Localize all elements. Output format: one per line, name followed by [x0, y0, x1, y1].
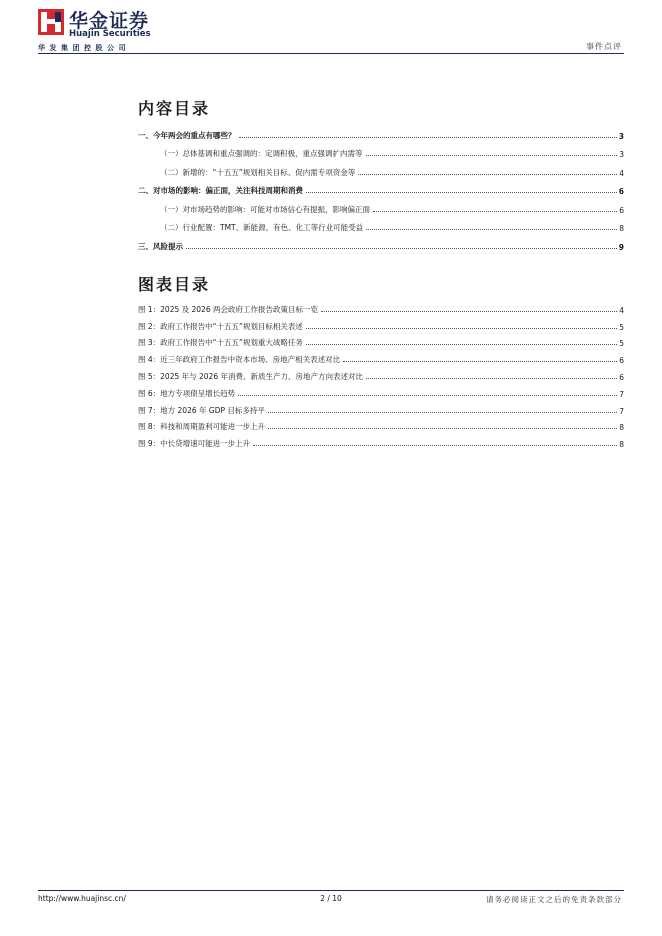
toc-entry-page: 8 [619, 224, 624, 233]
document-type: 事件点评 [586, 42, 622, 51]
figure-entry[interactable] [138, 432, 624, 449]
figure-entry-page: 6 [619, 356, 624, 366]
toc-entry-page: 3 [619, 150, 624, 159]
group-name: 华发集团控股公司 [38, 44, 130, 52]
figure-entry[interactable] [138, 365, 624, 382]
leader-dots [321, 311, 617, 312]
toc-entry[interactable] [138, 141, 624, 160]
leader-dots [366, 378, 617, 379]
figure-entry[interactable] [138, 332, 624, 349]
logo-english-name: Huajin Securities [69, 29, 151, 39]
figure-entry-text: 图 7：地方 2026 年 GDP 目标多持平 [138, 405, 265, 415]
figure-entry[interactable] [138, 382, 624, 399]
figure-entry-page: 6 [619, 372, 624, 382]
toc-entry-text: 一、今年两会的重点有哪些？ [138, 130, 236, 140]
figure-entry-page: 7 [619, 389, 624, 399]
toc-entry-text: （二）新增的：“十五五”规划相关目标、促内需专项资金等 [160, 167, 356, 177]
toc-entry-page: 3 [618, 131, 624, 141]
toc-list [138, 122, 624, 252]
figure-entry-text: 图 1：2025 及 2026 两会政府工作报告政策目标一览 [138, 304, 318, 314]
toc-entry-text: （一）对市场趋势的影响：可能对市场信心有提振，影响偏正面 [160, 204, 370, 214]
logo-chinese-name: 华金证券 [69, 10, 150, 32]
footer-divider [38, 890, 624, 891]
toc-entry-text: 三、风险提示 [138, 241, 183, 251]
leader-dots [268, 428, 617, 429]
leader-dots [239, 137, 617, 138]
toc-entry-page: 4 [619, 168, 624, 178]
figure-entry[interactable] [138, 399, 624, 416]
leader-dots [366, 155, 618, 156]
figure-entry-text: 图 9：中长贷增速可能进一步上升 [138, 439, 251, 449]
leader-dots [373, 211, 617, 212]
leader-dots [306, 192, 617, 193]
figure-entry[interactable] [138, 416, 624, 433]
figure-entry-text: 图 4：近三年政府工作报告中资本市场、房地产相关表述对比 [138, 355, 341, 365]
figure-entry-page: 8 [619, 423, 624, 433]
page-number: 2 / 10 [320, 894, 342, 903]
figure-entry-page: 5 [619, 322, 624, 332]
toc-entry[interactable] [138, 196, 624, 215]
footer-url-link[interactable]: http://www.huajinsc.cn/ [38, 894, 126, 903]
toc-entry[interactable] [138, 178, 624, 197]
toc-entry[interactable] [138, 159, 624, 178]
leader-dots [358, 174, 617, 175]
leader-dots [306, 344, 617, 345]
huajin-logo-icon [38, 9, 64, 35]
figure-entry-text: 图 3：政府工作报告中“十五五”规划重大战略任务 [138, 338, 303, 348]
page-header [0, 0, 662, 56]
leader-dots [253, 445, 617, 446]
toc-entry-text: （二）行业配置：TMT、新能源、有色、化工等行业可能受益 [160, 223, 364, 232]
leader-dots [238, 395, 617, 396]
toc-entry[interactable] [138, 233, 624, 252]
figures-title: 图表目录 [138, 275, 211, 294]
figure-entry-text: 图 5：2025 年与 2026 年消费、新质生产力、房地产方向表述对比 [138, 371, 363, 381]
leader-dots [343, 361, 617, 362]
figures-list [138, 298, 624, 449]
toc-entry-page: 9 [618, 242, 624, 252]
toc-entry-page: 6 [618, 187, 624, 196]
leader-dots [268, 412, 617, 413]
figure-entry-page: 5 [619, 339, 624, 349]
figure-entry-text: 图 2：政府工作报告中“十五五”规划目标相关表述 [138, 321, 303, 331]
leader-dots [366, 229, 617, 230]
header-divider [38, 53, 624, 54]
toc-entry[interactable] [138, 122, 624, 141]
figure-entry[interactable] [138, 298, 624, 315]
leader-dots [306, 328, 617, 329]
figure-entry-text: 图 6：地方专项债呈增长趋势 [138, 388, 236, 398]
footer-disclaimer: 请务必阅读正文之后的免责条款部分 [486, 895, 622, 904]
toc-entry-text: （一）总体基调和重点强调的：定调积极，重点强调扩内需等 [160, 149, 363, 158]
toc-entry-page: 6 [619, 205, 624, 215]
toc-title: 内容目录 [138, 99, 211, 118]
figure-entry-page: 4 [619, 305, 624, 315]
figure-entry-text: 图 8：科技和周期盈利可能进一步上升 [138, 422, 266, 432]
figure-entry-page: 8 [619, 440, 624, 450]
figure-entry[interactable] [138, 315, 624, 332]
figure-entry-page: 7 [619, 406, 624, 416]
toc-entry[interactable] [138, 215, 624, 234]
toc-entry-text: 二、对市场的影响：偏正面，关注科技周期和消费 [138, 186, 303, 195]
leader-dots [186, 248, 617, 249]
figure-entry[interactable] [138, 348, 624, 365]
